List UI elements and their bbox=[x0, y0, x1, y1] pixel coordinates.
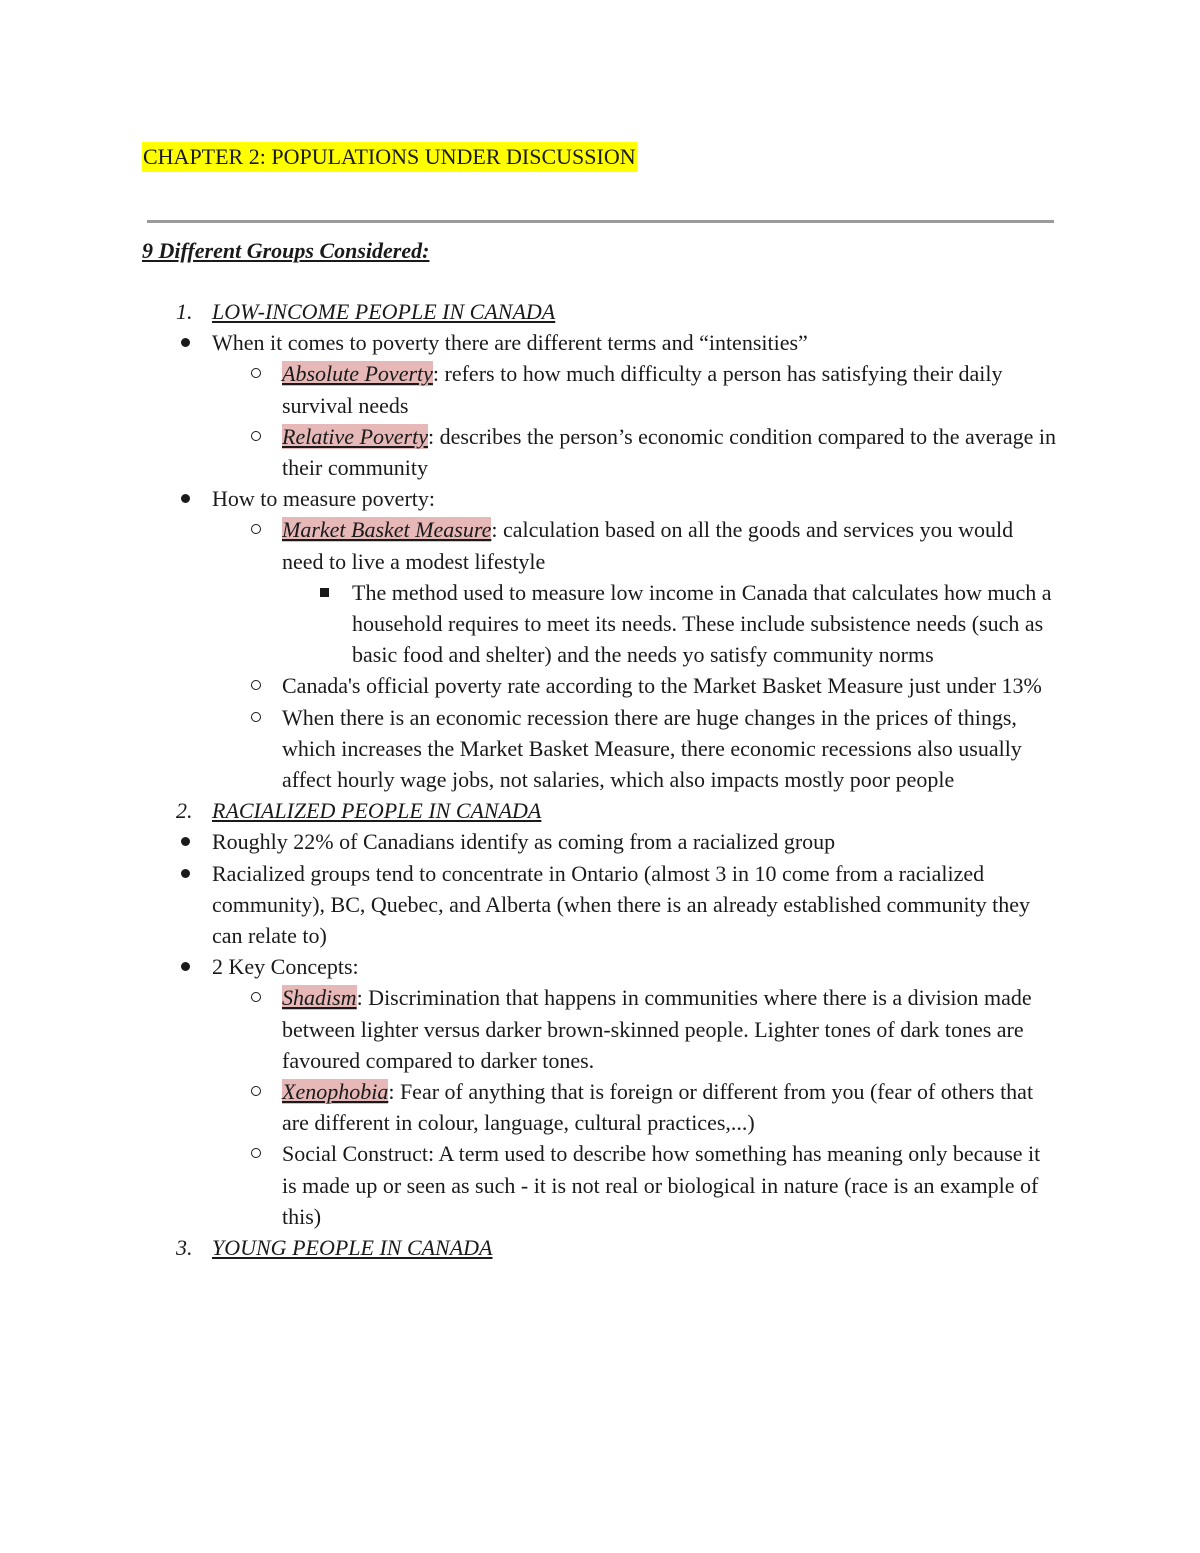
term-definition: : Discrimination that happens in communities where there is a division made between lighter versus darker brown-skinned people. Lighter tones of dark tones are favoured compared to darker tones. bbox=[282, 985, 1032, 1073]
bullet-item bbox=[0, 327, 1200, 358]
bullet-text: When it comes to poverty there are different terms and “intensities” bbox=[212, 330, 808, 356]
bullet-text: Social Construct: A term used to describe how something has meaning only because it is made up or seen as such - it is not real or biological in nature (race is an example of this) bbox=[282, 1141, 1041, 1229]
sub-sub-bullet-item bbox=[0, 577, 1200, 671]
list-number: 3. bbox=[176, 1235, 193, 1261]
bullet-circle-icon bbox=[251, 524, 261, 534]
bullet-text: How to measure poverty: bbox=[212, 486, 435, 512]
bullet-circle-icon bbox=[251, 992, 261, 1002]
sub-bullet-item bbox=[0, 1138, 1200, 1232]
bullet-circle-icon bbox=[251, 1148, 261, 1158]
bullet-text: Racialized groups tend to concentrate in Ontario (almost 3 in 10 come from a racialized community), BC, Quebec, and Alberta (when there is an already established community they can relate to) bbox=[212, 860, 1031, 949]
bullet-dot-icon bbox=[181, 869, 190, 878]
term-definition: : calculation based on all the goods and services you would need to live a modest lifestyle bbox=[282, 517, 1014, 574]
key-term: Relative Poverty bbox=[282, 423, 428, 449]
bullet-item bbox=[0, 826, 1200, 857]
bullet-dot-icon bbox=[181, 494, 190, 503]
bullet-text: When there is an economic recession there are huge changes in the prices of things, which increases the Market Basket Measure, there economic recessions also usually affect hourly wage jobs, not salaries, which also impacts mostly poor people bbox=[282, 704, 1022, 793]
key-term: Xenophobia bbox=[282, 1079, 389, 1105]
term-definition: : describes the person’s economic condition compared to the average in their community bbox=[282, 423, 1056, 481]
bullet-item bbox=[0, 858, 1200, 952]
bullet-circle-icon bbox=[251, 680, 261, 690]
sub-bullet-item bbox=[0, 358, 1200, 420]
term-definition: : refers to how much difficulty a person has satisfying their daily survival needs bbox=[282, 361, 1003, 418]
list-number: 1. bbox=[176, 299, 193, 324]
bullet-circle-icon bbox=[251, 1086, 261, 1096]
bullet-text: Canada's official poverty rate according to the Market Basket Measure just under 13% bbox=[282, 673, 1042, 699]
horizontal-rule bbox=[147, 220, 1054, 223]
section-subtitle: 9 Different Groups Considered: bbox=[142, 238, 430, 263]
bullet-text: 2 Key Concepts: bbox=[212, 954, 359, 980]
bullet-item bbox=[0, 951, 1200, 982]
numbered-heading bbox=[0, 296, 1200, 327]
group-heading: RACIALIZED PEOPLE IN CANADA bbox=[212, 798, 542, 824]
bullet-dot-icon bbox=[181, 962, 190, 971]
bullet-circle-icon bbox=[251, 431, 261, 441]
sub-bullet-item bbox=[0, 670, 1200, 701]
sub-bullet-item bbox=[0, 421, 1200, 483]
group-heading: YOUNG PEOPLE IN CANADA bbox=[212, 1235, 493, 1261]
term-definition: : Fear of anything that is foreign or different from you (fear of others that are different in colour, language, cultural practices,...) bbox=[282, 1079, 1034, 1136]
sub-bullet-item bbox=[0, 514, 1200, 576]
key-term: Absolute Poverty bbox=[282, 361, 433, 387]
notes-content bbox=[0, 296, 1200, 1263]
group-heading: LOW-INCOME PEOPLE IN CANADA bbox=[212, 299, 556, 324]
bullet-dot-icon bbox=[181, 338, 190, 347]
bullet-text: Roughly 22% of Canadians identify as coming from a racialized group bbox=[212, 829, 836, 855]
key-term: Shadism bbox=[282, 985, 357, 1011]
bullet-square-icon bbox=[320, 588, 329, 597]
sub-bullet-item bbox=[0, 1076, 1200, 1138]
chapter-title: CHAPTER 2: POPULATIONS UNDER DISCUSSION bbox=[142, 142, 637, 172]
bullet-text: The method used to measure low income in Canada that calculates how much a household requires to meet its needs. These include subsistence needs (such as basic food and shelter) and the needs yo satisfy community norms bbox=[352, 579, 1052, 668]
bullet-circle-icon bbox=[251, 712, 261, 722]
numbered-heading bbox=[0, 1232, 1200, 1263]
bullet-circle-icon bbox=[251, 368, 261, 378]
sub-bullet-item bbox=[0, 702, 1200, 796]
key-term: Market Basket Measure bbox=[282, 517, 492, 543]
sub-bullet-item bbox=[0, 982, 1200, 1076]
bullet-dot-icon bbox=[181, 837, 190, 846]
bullet-item bbox=[0, 483, 1200, 514]
list-number: 2. bbox=[176, 798, 193, 824]
numbered-heading bbox=[0, 795, 1200, 826]
